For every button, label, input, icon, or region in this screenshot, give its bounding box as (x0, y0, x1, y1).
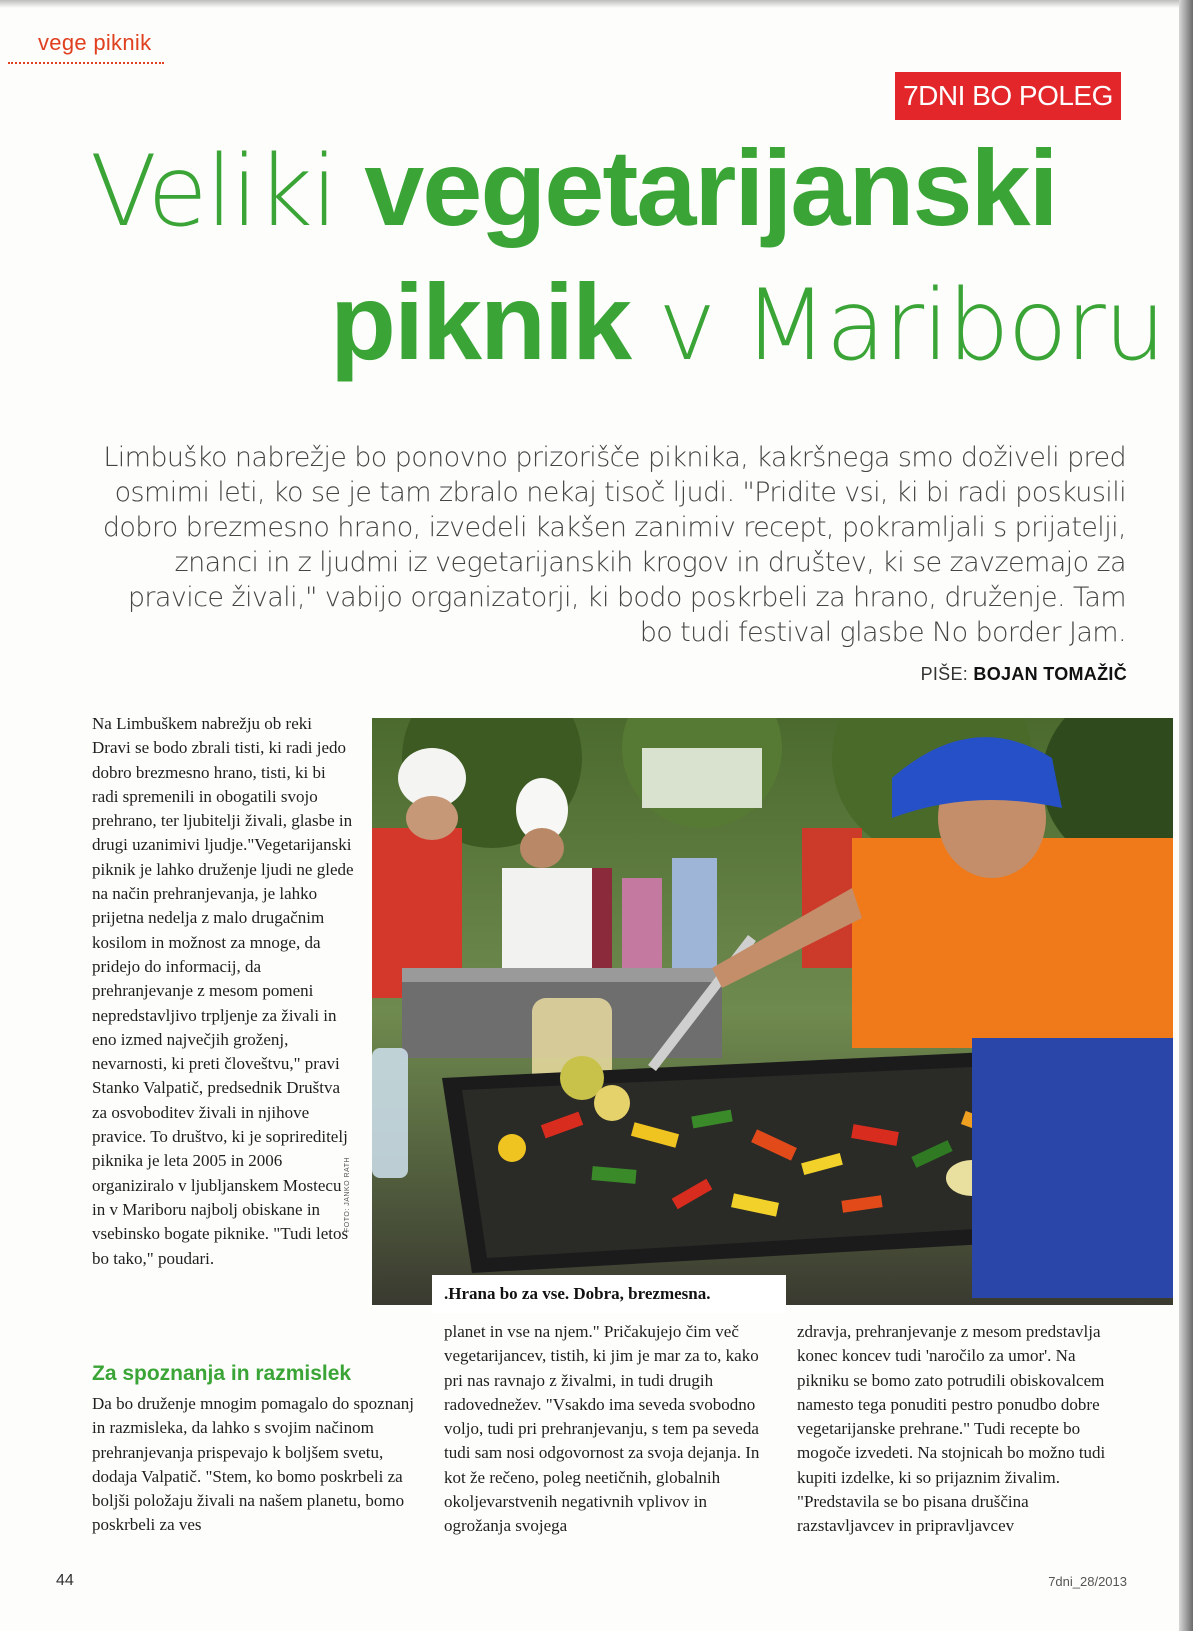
headline-word-vegetarijanski: vegetarijanski (364, 127, 1057, 248)
photo-grill-scene (372, 718, 1173, 1305)
byline-label: PIŠE: (920, 664, 969, 684)
page-number: 44 (56, 1572, 74, 1589)
headline-line-2 (330, 261, 1164, 386)
body-column-2: planet in vse na njem." Pričakujejo čim več vegetarijancev, tistih, ki jim je mar za to, kako pri nas ravnajo z živalmi, in tudi drugih radovednežev. "Vsakdo ima seveda svobodno voljo, tudi pri prehranjevanju, s tem pa seveda tudi sam nosi odgovornost za svoja dejanja. In kot že rečeno, poleg neetičnih, globalnih okoljevarstvenih negativnih vplivov in ogrožanja svojega (444, 1322, 760, 1536)
subheading: Za spoznanja in razmislek (92, 1362, 352, 1385)
body-column-1-continued: Da bo druženje mnogim pomagalo do spoznanj in razmisleka, da lahko s svojim načinom prehranjevanja prispevajo k boljšem svetu, dodaja Valpatič. "Stem, ko bomo poskrbeli za boljši položaju živali na našem planetu, bomo poskrbeli za ves (92, 1394, 414, 1535)
lead-paragraph: Limbuško nabrežje bo ponovno prizorišče piknika, kakršnega smo doživeli pred osmimi leti, ko se je tam zbralo nekaj tisoč ljudi. "Pridite vsi, ki bi radi poskusili dobro brezmesno hrano, izvedeli kakšen zanimiv recept, pokramljali s prijatelji, znanci in z ljudmi iz vegetarijanskih krogov in društev, ki se zavzemajo za pravice živali," vabijo organizatorji, ki bodo poskrbeli za hrano, druženje. Tam bo tudi festival glasbe No border Jam. (102, 442, 1126, 648)
byline (921, 664, 1127, 685)
body-column-3: zdravja, prehranjevanje z mesom predstavlja konec koncev tudi 'naročilo za umor'. Na pikniku se bomo zato potrudili obiskovalcem namesto tega ponuditi pestro ponudbo dobre vegetarijanske prehrane." Tudi recepte bo mogoče izvedeti. Na stojnicah bo možno tudi kupiti izdelke, ki so prijaznim živalim. "Predstavila se bo pisana druščina razstavljavcev in pripravljavcev (797, 1322, 1106, 1536)
byline-author: BOJAN TOMAŽIČ (973, 664, 1127, 684)
scan-top-edge (0, 0, 1193, 8)
kicker-badge: 7DNI BO POLEG (895, 72, 1121, 120)
headline-line-1 (90, 128, 1140, 252)
headline-word-piknik: piknik (330, 261, 631, 382)
headline-word-v-mariboru: v Mariboru (658, 269, 1164, 383)
body-column-1: Na Limbuškem nabrežju ob reki Dravi se bodo zbrali tisti, ki radi jedo dobro brezmesno hrano, tisti, ki bi radi spremenili in obogatili svojo prehrano, ter ljubitelji živali, glasbe in drugi uzanimivi ljudje."Vegetarijanski piknik je lahko druženje ljudi ne glede na način prehranjevanja, je lahko prijetna nedelja z malo drugačnim kosilom in možnost za mnoge, da pridejo do informacij, da prehranjevanje z mesom pomeni nepredstavljivo trpljenje za živali in eno izmed največjih groženj, nevarnosti, ki preti človeštvu," pravi Stanko Valpatič, predsednik Društva za osvoboditev živali in njihove pravice. To društvo, ki je soprireditelj piknika je leta 2005 in 2006 organiziralo v ljubljanskem Mostecu in v Mariboru najbolj obiskane in vsebinsko bogate piknike. "Tudi letos bo tako," poudari. (92, 714, 354, 1268)
section-dotted-rule (8, 62, 164, 64)
section-label: vege piknik (38, 30, 152, 55)
article-photo (372, 718, 1173, 1305)
headline-word-veliki: Veliki (90, 135, 337, 249)
issue-label: 7dni_28/2013 (1048, 1574, 1127, 1589)
photo-caption: .Hrana bo za vse. Dobra, brezmesna. (432, 1275, 786, 1313)
scan-right-edge (1179, 0, 1193, 1631)
photo-credit: FOTO: JANKO RATH (344, 1156, 351, 1232)
